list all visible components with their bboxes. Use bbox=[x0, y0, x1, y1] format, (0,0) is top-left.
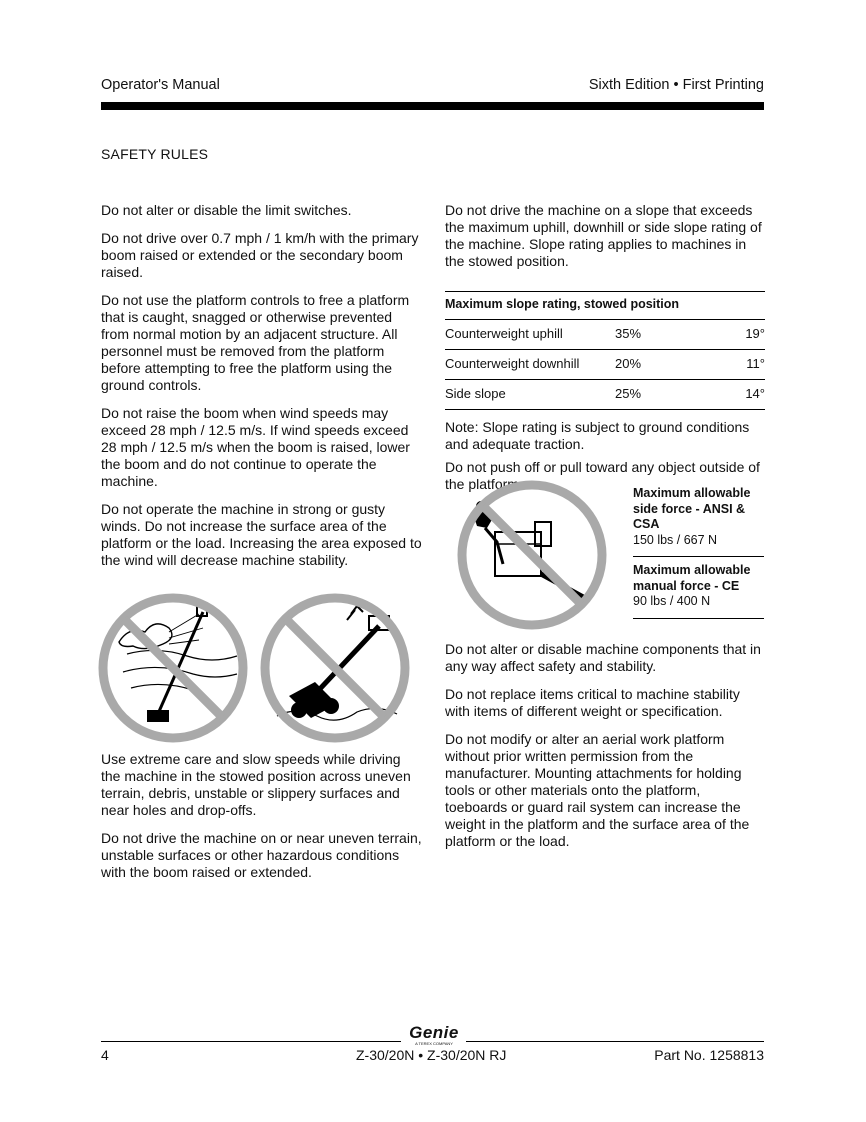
paragraph: Do not drive over 0.7 mph / 1 km/h with the primary boom raised or extended or the secondary boom raised. bbox=[101, 230, 419, 280]
ansi-force-value: 150 lbs / 667 N bbox=[633, 532, 718, 547]
paragraph: Do not raise the boom when wind speeds may exceed 28 mph / 12.5 m/s. If wind speeds exceed 28 mph / 12.5 m/s when the boom is raised, lower the boom and do not continue to operate the machine. bbox=[101, 405, 410, 489]
right-column bbox=[445, 202, 765, 504]
slope-label: Counterweight downhill bbox=[445, 350, 615, 380]
table-row bbox=[445, 320, 765, 350]
paragraph: Do not use the platform controls to free a platform that is caught, snagged or otherwise prevented from normal motion by an adjacent structure. All personnel must be removed from the platform before attempting to free the platform using the ground controls. bbox=[101, 292, 410, 393]
slope-percent: 20% bbox=[615, 350, 705, 380]
header-rule bbox=[101, 102, 764, 110]
no-operation-in-wind-icon bbox=[97, 592, 249, 744]
table-row bbox=[445, 380, 765, 410]
ce-force-title: Maximum allowable manual force - CE bbox=[633, 563, 751, 593]
footer-rule-left bbox=[101, 1041, 401, 1042]
ansi-force-block bbox=[633, 486, 764, 557]
paragraph: Do not replace items critical to machine stability with items of different weight or specification. bbox=[445, 686, 740, 719]
table-row bbox=[445, 350, 765, 380]
part-number: Part No. 1258813 bbox=[654, 1047, 764, 1063]
side-force-callouts bbox=[633, 486, 764, 625]
slope-degrees: 14° bbox=[705, 380, 765, 410]
paragraph: Do not modify or alter an aerial work platform without prior written permission from the manufacturer. Mounting attachments for holding tools or other materials onto the platform, toeboards or guard rail system can increase the weight in the platform and the surface area of the platform or the load. bbox=[445, 731, 750, 849]
slope-rating-table bbox=[445, 291, 765, 410]
ce-force-value: 90 lbs / 400 N bbox=[633, 594, 711, 608]
right-lower-column bbox=[445, 641, 765, 861]
paragraph: Do not drive the machine on a slope that exceeds the maximum uphill, downhill or side slope rating of the machine. Slope rating applies to machines in the stowed position. bbox=[445, 202, 762, 269]
header-edition: Sixth Edition • First Printing bbox=[588, 77, 764, 93]
page-number: 4 bbox=[101, 1047, 109, 1063]
no-uneven-terrain-tipover-icon bbox=[259, 592, 411, 744]
ce-force-block bbox=[633, 563, 764, 619]
paragraph: Do not alter or disable the limit switches. bbox=[101, 202, 352, 218]
slope-percent: 25% bbox=[615, 380, 705, 410]
slope-label: Side slope bbox=[445, 380, 615, 410]
slope-degrees: 11° bbox=[705, 350, 765, 380]
section-title: SAFETY RULES bbox=[101, 146, 209, 162]
paragraph: Do not push off or pull toward any object outside of the platform. bbox=[445, 459, 760, 492]
slope-label: Counterweight uphill bbox=[445, 320, 615, 350]
table-title: Maximum slope rating, stowed position bbox=[445, 292, 765, 320]
paragraph: Do not alter or disable machine components that in any way affect safety and stability. bbox=[445, 641, 761, 674]
paragraph: Do not operate the machine in strong or gusty winds. Do not increase the surface area of the platform or the load. Increasing the area exposed to the wind will decrease machine stability. bbox=[101, 501, 422, 568]
left-lower-column bbox=[101, 751, 423, 892]
paragraph: Use extreme care and slow speeds while driving the machine in the stowed position across uneven terrain, debris, unstable or slippery surfaces and near holes and drop-offs. bbox=[101, 751, 411, 818]
model-name: Z-30/20N • Z-30/20N RJ bbox=[356, 1047, 507, 1063]
genie-logo: Genie A TEREX COMPANY bbox=[409, 1023, 459, 1046]
paragraph: Note: Slope rating is subject to ground conditions and adequate traction. bbox=[445, 419, 750, 452]
ansi-force-title: Maximum allowable side force - ANSI & CSA bbox=[633, 486, 751, 531]
left-column bbox=[101, 202, 423, 580]
paragraph: Do not drive the machine on or near uneven terrain, unstable surfaces or other hazardous conditions with the boom raised or extended. bbox=[101, 830, 422, 880]
header-manual-title: Operator's Manual bbox=[101, 77, 220, 93]
footer-rule-right bbox=[466, 1041, 764, 1042]
no-pushing-pulling-icon bbox=[455, 480, 609, 630]
slope-percent: 35% bbox=[615, 320, 705, 350]
slope-degrees: 19° bbox=[705, 320, 765, 350]
